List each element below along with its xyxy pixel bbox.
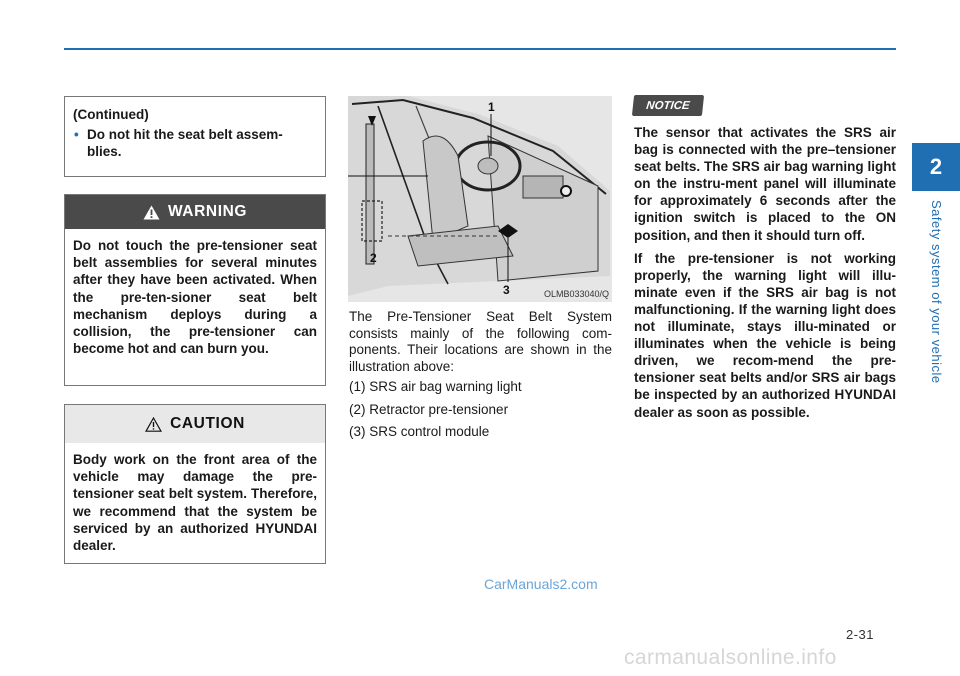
- header-rule: [64, 48, 896, 50]
- chapter-tab[interactable]: [912, 143, 960, 191]
- continued-label: (Continued): [73, 107, 149, 122]
- warning-header: [65, 195, 325, 229]
- callout-3: 3: [503, 283, 510, 297]
- warning-body: Do not touch the pre-tensioner seat belt assemblies for several minutes after they have been activated. When the pre-ten-sioner seat belt mechanism deploys during a collision, the pre-tensioner can become hot and can burn you.: [73, 238, 317, 357]
- list-item: (2) Retractor pre-tensioner: [349, 401, 509, 417]
- caution-body: Body work on the front area of the vehicle may damage the pre-tensioner seat belt system. Therefore, we recommend that the system be serviced by an authorized HYUNDAI dealer.: [73, 452, 317, 554]
- caution-header: [65, 405, 325, 443]
- figure-code: OLMB033040/Q: [543, 289, 609, 299]
- page-number: 2-31: [846, 627, 875, 642]
- component-list: [349, 379, 612, 447]
- list-item: (3) SRS control module: [349, 424, 490, 439]
- callout-2: 2: [370, 251, 377, 265]
- notice-text: [634, 124, 896, 427]
- caution-box: [64, 404, 326, 564]
- warning-title: WARNING: [167, 203, 248, 220]
- continued-bullet: [73, 126, 317, 160]
- chapter-number: 2: [929, 154, 943, 179]
- chapter-title: Safety system of your vehicle: [929, 200, 944, 384]
- continued-box: [64, 96, 326, 177]
- notice-paragraph: If the pre-tensioner is not working properly, the warning light will illu-minate even if the SRS air bag is not malfunctioning. If the warning light does not illuminate, stays illu-minated or illuminates when the vehicle is being driven, we recom-mend the pre-tensioner seat belts and/or SRS air bags be inspected by an authorized HYUNDAI dealer as soon as possible.: [634, 250, 896, 420]
- car-interior-drawing: [348, 96, 612, 302]
- continued-bullet-text: Do not hit the seat belt assem-blies.: [87, 127, 283, 159]
- vehicle-interior-illustration: [348, 96, 612, 302]
- caution-triangle-icon: [145, 417, 162, 432]
- list-item: (1) SRS air bag warning light: [349, 379, 522, 394]
- notice-badge: NOTICE: [632, 95, 704, 116]
- notice-paragraph: The sensor that activates the SRS air bag is connected with the pre–tensioner seat belts. The SRS air bag warning light on the instru-ment panel will illuminate for approximately 6 seconds after the ignition switch is placed to the ON position, and then it should turn off.: [634, 125, 896, 243]
- watermark-link[interactable]: CarManuals2.com: [484, 576, 598, 592]
- caution-title: CAUTION: [170, 415, 245, 432]
- warning-triangle-icon: [143, 205, 160, 220]
- warning-box: [64, 194, 326, 386]
- bullet-icon: •: [74, 127, 79, 142]
- callout-1: 1: [488, 100, 495, 114]
- footer-watermark: carmanualsonline.info: [624, 646, 837, 669]
- middle-intro: The Pre-Tensioner Seat Belt System consists mainly of the following com-ponents. Their locations are shown in the illustration above:: [349, 309, 612, 374]
